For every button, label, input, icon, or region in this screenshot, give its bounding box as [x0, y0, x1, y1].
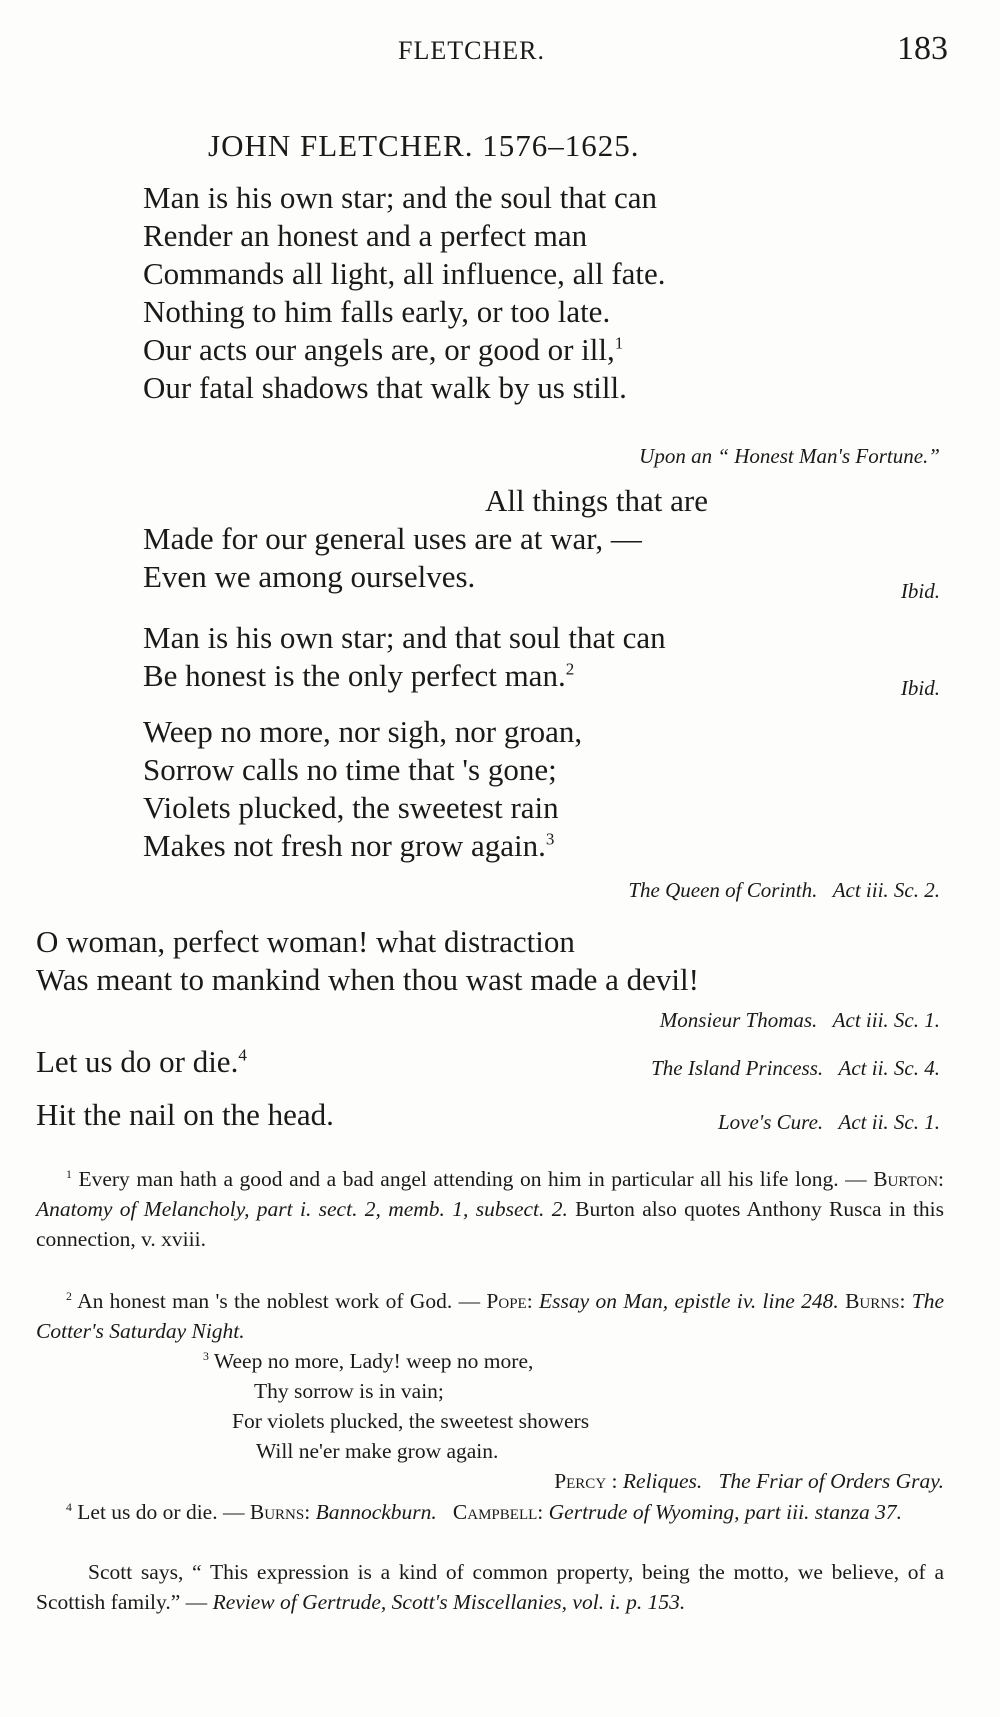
author-name: Campbell — [452, 1500, 538, 1524]
footnote-mark: 3 — [203, 1348, 209, 1363]
running-head: FLETCHER. — [398, 36, 545, 65]
author-name: Pope — [486, 1289, 527, 1313]
author-name: Burns — [845, 1289, 900, 1313]
source-citation: The Queen of Corinth. Act iii. Sc. 2. — [628, 878, 940, 902]
verse-line: Nothing to him falls early, or too late. — [143, 294, 611, 329]
verse-line: Weep no more, nor sigh, nor groan, — [143, 714, 583, 749]
verse-line: Render an honest and a perfect man — [143, 218, 588, 253]
source-citation: Upon an “ Honest Man's Fortune.” — [639, 444, 940, 468]
work-title: Anatomy of Melancholy, part i. sect. 2, memb. 1, subsect. 2. — [36, 1197, 568, 1221]
quote-block-4 — [143, 713, 582, 865]
author-name: Burns — [249, 1500, 305, 1524]
verse-line: Commands all light, all influence, all fate. — [143, 256, 666, 291]
author-name: Percy — [554, 1469, 607, 1493]
source-citation: Ibid. — [900, 579, 940, 603]
verse-line: Our fatal shadows that walk by us still. — [143, 370, 627, 405]
quote-block-5 — [36, 923, 699, 999]
footnote-3-line: Will ne'er make grow again. — [256, 1439, 499, 1463]
verse-line: Even we among ourselves. — [143, 559, 476, 594]
verse-line: Violets plucked, the sweetest rain — [143, 790, 559, 825]
footnote-mark: 1 — [66, 1166, 72, 1181]
quote-block-3 — [143, 619, 666, 695]
footnote-ref: 2 — [565, 659, 575, 679]
work-title: The Cotter's Saturday Night. — [36, 1289, 945, 1343]
verse-line: Man is his own star; and that soul that can — [143, 620, 666, 655]
footnote-ref: 4 — [238, 1045, 247, 1065]
work-title: Gertrude of Wyoming, part iii. stanza 37. — [548, 1500, 903, 1524]
footnote-mark: 2 — [66, 1288, 72, 1303]
footnote-3-line: For violets plucked, the sweetest showers — [232, 1409, 590, 1433]
quote-block-1 — [143, 179, 666, 407]
verse-line: Sorrow calls no time that 's gone; — [143, 752, 557, 787]
footnote-3-citation: Percy : Reliques. The Friar of Orders Gray. — [554, 1469, 944, 1493]
source-citation: The Island Princess. Act ii. Sc. 4. — [651, 1056, 940, 1080]
verse-line: Be honest is the only perfect man.$^2$ — [143, 658, 575, 693]
page-number: 183 — [897, 30, 948, 67]
verse-line: Made for our general uses are at war, — — [143, 521, 642, 556]
work-title: Essay on Man, epistle iv. line 248. — [539, 1289, 839, 1313]
verse-line: Our acts our angels are, or good or ill,$^1$ — [143, 332, 624, 367]
verse-line: Man is his own star; and the soul that can — [143, 180, 657, 215]
footnote-2: $^2$ An honest man 's the noblest work of God. — Pope: Essay on Man, epistle iv. line 248. Burns: The Cotter's Saturday Night. — [36, 1288, 945, 1343]
source-citation: Ibid. — [900, 676, 940, 700]
source-citation: Monsieur Thomas. Act iii. Sc. 1. — [659, 1008, 940, 1032]
verse-line: Makes not fresh nor grow again.$^3$ — [143, 828, 555, 863]
verse-line: All things that are — [485, 483, 708, 518]
author-name: Burton — [873, 1167, 939, 1191]
footnote-3-line: Thy sorrow is in vain; — [254, 1379, 444, 1403]
footnote-mark: 4 — [66, 1499, 72, 1514]
footnote-4: $^4$ Let us do or die. — Burns: Bannockburn. Campbell: Gertrude of Wyoming, part iii. stanza 37. — [66, 1499, 903, 1524]
footnote-1: $^1$ Every man hath a good and a bad angel attending on him in particular all his life long. — Burton: Anatomy of Melancholy, part i. sect. 2, memb. 1, subsect. 2. Burton also quotes Anthony Rusca in this connection, v. xviii. — [36, 1166, 945, 1251]
work-title: Review of Gertrude, Scott's Miscellanies, vol. i. p. 153. — [212, 1590, 686, 1614]
work-title: Reliques. — [622, 1469, 703, 1493]
quote-line: Let us do or die.$^4$ — [36, 1044, 247, 1079]
verse-line: O woman, perfect woman! what distraction — [36, 924, 575, 959]
footnote-ref: 1 — [614, 333, 624, 353]
work-title: Bannockburn. — [315, 1500, 437, 1524]
verse-line: Was meant to mankind when thou wast made a devil! — [36, 962, 699, 997]
footnote-4-continued: Scott says, “ This expression is a kind of common property, being the motto, we believe, of a Scottish family.” — Review of Gertrude, Scott's Miscellanies, vol. i. p. 153. — [36, 1560, 944, 1614]
quote-line: Hit the nail on the head. — [36, 1097, 334, 1132]
footnote-ref: 3 — [545, 829, 555, 849]
footnote-3-line: $^3$ Weep no more, Lady! weep no more, — [203, 1348, 534, 1373]
work-title: The Friar of Orders Gray. — [718, 1469, 944, 1493]
section-title: JOHN FLETCHER. 1576–1625. — [208, 128, 640, 163]
source-citation: Love's Cure. Act ii. Sc. 1. — [717, 1110, 940, 1134]
